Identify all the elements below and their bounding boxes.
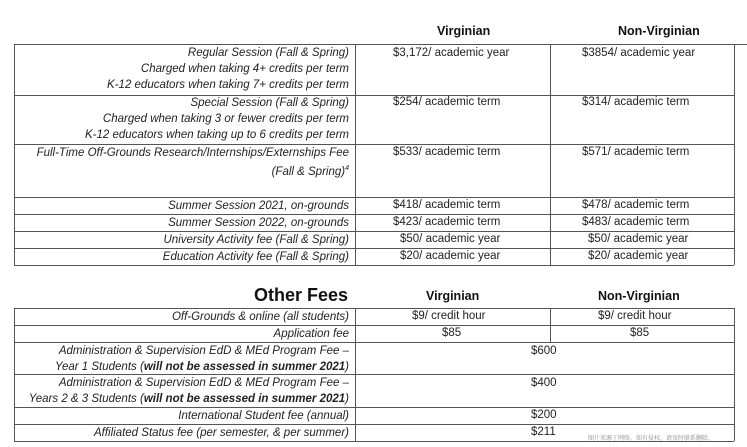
tuition-row-label-education-activity: Education Activity fee (Fall & Spring) (162, 251, 349, 263)
tuition-row-label-summer-2021: Summer Session 2021, on-grounds (168, 200, 349, 212)
tuition-non-virginian-summer-2022: $483/ academic term (582, 216, 690, 228)
other-fees-amount-international-student: $200 (531, 409, 557, 421)
tuition-non-virginian-off-grounds-research: $571/ academic term (582, 146, 690, 158)
tuition-row-label-university-activity: University Activity fee (Fall & Spring) (163, 234, 349, 246)
other-fees-virginian-application: $85 (442, 327, 462, 339)
tuition-virginian-off-grounds-research: $533/ academic term (393, 146, 501, 158)
other-fees-label-admin-supervision-year1: Administration & Supervision EdD & MEd Program Fee – Year 1 Students (will not be assessed in summer 2021) (54, 345, 349, 373)
watermark-text: 图片来源于网络，如有侵权，请及时联系删除。 (588, 436, 715, 442)
tuition-row-label-special-session: Special Session (Fall & Spring) Charged when taking 3 or fewer credits per term K-12 educators when taking up to 6 credits per term (84, 97, 349, 141)
tuition-row-label-regular-session: Regular Session (Fall & Spring) Charged when taking 4+ credits per term K-12 educators when taking 7+ credits per term (107, 47, 349, 91)
tuition-virginian-special-session: $254/ academic term (393, 96, 501, 108)
tuition-virginian-summer-2022: $423/ academic term (393, 216, 501, 228)
tuition-virginian-education-activity: $20/ academic year (400, 250, 501, 262)
other-fees-virginian-off-grounds-online: $9/ credit hour (412, 310, 486, 322)
tuition-virginian-regular-session: $3,172/ academic year (393, 47, 510, 59)
col-divider (550, 308, 551, 342)
tuition-non-virginian-special-session: $314/ academic term (582, 96, 690, 108)
tuition-virginian-university-activity: $50/ academic year (400, 233, 501, 245)
other-fees-title: Other Fees (254, 285, 349, 305)
other-fees-label-affiliated-status: Affiliated Status fee (per semester, & per summer) (93, 427, 349, 439)
other-fees-amount-admin-supervision-years2-3: $400 (531, 377, 557, 389)
tuition-non-virginian-education-activity: $20/ academic year (588, 250, 689, 262)
table-border-bottom (14, 265, 734, 266)
tuition-row-label-off-grounds-research: Full-Time Off-Grounds Research/Internships/Externships Fee (Fall & Spring)$^4$ (36, 147, 349, 178)
other-fees-amount-affiliated-status: $211 (531, 426, 556, 438)
col-divider (550, 44, 551, 265)
other-fees-label-application: Application fee (273, 328, 349, 340)
col-divider (734, 44, 735, 265)
footnote-marker: 4 (345, 165, 349, 172)
col-divider (734, 308, 735, 441)
header-virginian: Virginian (437, 24, 491, 38)
tuition-non-virginian-regular-session: $3854/ academic year (582, 47, 696, 59)
other-fees-label-admin-supervision-years2-3: Administration & Supervision EdD & MEd Program Fee – Years 2 & 3 Students (will not be assessed in summer 2021) (28, 377, 349, 405)
col-divider (355, 308, 356, 441)
tuition-row-label-summer-2022: Summer Session 2022, on-grounds (168, 217, 349, 229)
other-fees-header-virginian: Virginian (426, 289, 480, 303)
other-fees-non-virginian-application: $85 (630, 327, 650, 339)
other-fees-amount-admin-supervision-year1: $600 (531, 345, 557, 357)
tuition-non-virginian-university-activity: $50/ academic year (588, 233, 689, 245)
other-fees-label-off-grounds-online: Off-Grounds & online (all students) (171, 311, 349, 323)
col-divider (355, 44, 356, 265)
other-fees-label-international-student: International Student fee (annual) (178, 410, 349, 422)
tuition-non-virginian-summer-2021: $478/ academic term (582, 199, 690, 211)
header-non-virginian: Non-Virginian (618, 24, 700, 38)
other-fees-non-virginian-off-grounds-online: $9/ credit hour (598, 310, 672, 322)
other-fees-header-non-virginian: Non-Virginian (598, 289, 680, 303)
tuition-virginian-summer-2021: $418/ academic term (393, 199, 501, 211)
